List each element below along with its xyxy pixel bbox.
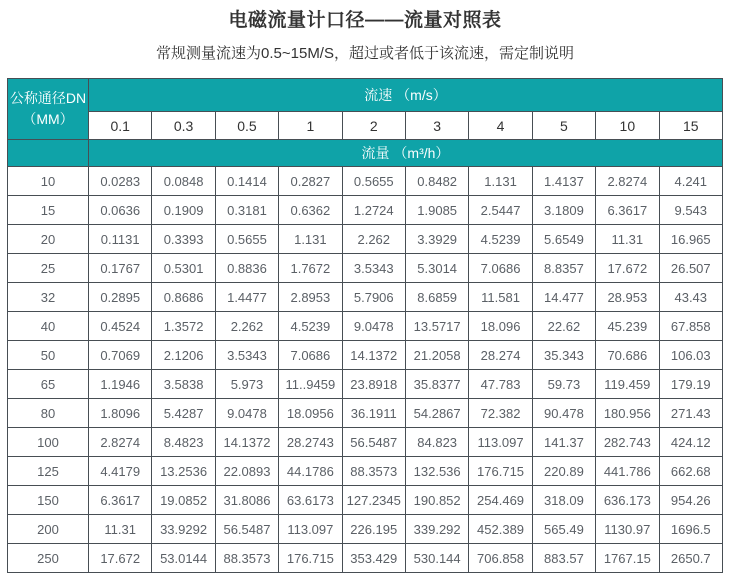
flow-value-cell: 132.536: [405, 457, 468, 486]
table-row: [8, 486, 723, 515]
flow-value-cell: 706.858: [469, 544, 532, 573]
flow-value-cell: 1.131: [469, 167, 532, 196]
flow-value-cell: 2.1206: [152, 341, 215, 370]
dn-value-cell: 15: [8, 196, 89, 225]
flow-value-cell: 22.0893: [215, 457, 278, 486]
flow-value-cell: 14.1372: [342, 341, 405, 370]
flow-value-cell: 662.68: [659, 457, 722, 486]
flow-value-cell: 31.8086: [215, 486, 278, 515]
table-row: [8, 312, 723, 341]
corner-dn-label-line2: （MM）: [22, 111, 74, 127]
flow-value-cell: 5.973: [215, 370, 278, 399]
flow-value-cell: 56.5487: [342, 428, 405, 457]
flow-value-cell: 441.786: [596, 457, 659, 486]
flow-value-cell: 11.31: [89, 515, 152, 544]
flow-value-cell: 9.0478: [342, 312, 405, 341]
flow-value-cell: 4.4179: [89, 457, 152, 486]
flow-value-cell: 54.2867: [405, 399, 468, 428]
flow-value-cell: 0.4524: [89, 312, 152, 341]
flow-value-cell: 424.12: [659, 428, 722, 457]
table-row: [8, 167, 723, 196]
speed-header-cell: 10: [596, 112, 659, 140]
table-row: [8, 254, 723, 283]
speed-header-cell: 0.5: [215, 112, 278, 140]
speed-header-cell: 15: [659, 112, 722, 140]
flow-value-cell: 14.477: [532, 283, 595, 312]
flow-value-cell: 0.3393: [152, 225, 215, 254]
flow-value-cell: 88.3573: [342, 457, 405, 486]
flow-value-cell: 127.2345: [342, 486, 405, 515]
dn-value-cell: 150: [8, 486, 89, 515]
flow-value-cell: 3.1809: [532, 196, 595, 225]
velocity-header-row: [8, 79, 723, 112]
dn-value-cell: 65: [8, 370, 89, 399]
page-title: 电磁流量计口径——流量对照表: [228, 10, 502, 31]
dn-value-cell: 80: [8, 399, 89, 428]
flow-value-cell: 119.459: [596, 370, 659, 399]
flow-value-cell: 106.03: [659, 341, 722, 370]
velocity-unit-label: 流速 （m/s）: [89, 79, 723, 112]
flow-value-cell: 5.4287: [152, 399, 215, 428]
flow-value-cell: 0.5655: [215, 225, 278, 254]
dn-value-cell: 40: [8, 312, 89, 341]
flow-value-cell: 226.195: [342, 515, 405, 544]
flow-value-cell: 56.5487: [215, 515, 278, 544]
flow-value-cell: 0.0636: [89, 196, 152, 225]
flow-value-cell: 47.783: [469, 370, 532, 399]
flow-value-cell: 113.097: [279, 515, 342, 544]
flow-value-cell: 70.686: [596, 341, 659, 370]
corner-dn-label-line1: 公称通径DN: [9, 90, 87, 106]
flow-value-cell: 271.43: [659, 399, 722, 428]
flow-value-cell: 19.0852: [152, 486, 215, 515]
flow-value-cell: 530.144: [405, 544, 468, 573]
flow-value-cell: 0.5301: [152, 254, 215, 283]
flow-table-body: [8, 167, 723, 573]
speed-header-cell: 1: [279, 112, 342, 140]
flow-value-cell: 45.239: [596, 312, 659, 341]
flow-value-cell: 1.131: [279, 225, 342, 254]
flow-value-cell: 1696.5: [659, 515, 722, 544]
flow-value-cell: 452.389: [469, 515, 532, 544]
page-subtitle: 常规测量流速为0.5~15M/S，超过或者低于该流速，需定制说明: [156, 45, 574, 62]
flow-value-cell: 53.0144: [152, 544, 215, 573]
flow-value-cell: 1130.97: [596, 515, 659, 544]
flow-value-cell: 88.3573: [215, 544, 278, 573]
dn-value-cell: 10: [8, 167, 89, 196]
flow-value-cell: 9.0478: [215, 399, 278, 428]
flow-value-cell: 0.8836: [215, 254, 278, 283]
flow-value-cell: 0.8686: [152, 283, 215, 312]
flow-value-cell: 18.0956: [279, 399, 342, 428]
flow-value-cell: 21.2058: [405, 341, 468, 370]
flow-value-cell: 220.89: [532, 457, 595, 486]
dn-value-cell: 200: [8, 515, 89, 544]
flow-value-cell: 16.965: [659, 225, 722, 254]
flow-value-cell: 353.429: [342, 544, 405, 573]
table-row: [8, 283, 723, 312]
flow-value-cell: 35.343: [532, 341, 595, 370]
flow-value-cell: 63.6173: [279, 486, 342, 515]
flow-value-cell: 84.823: [405, 428, 468, 457]
flow-value-cell: 11.581: [469, 283, 532, 312]
flow-value-cell: 4.5239: [469, 225, 532, 254]
flow-value-cell: 3.5838: [152, 370, 215, 399]
dn-value-cell: 25: [8, 254, 89, 283]
flow-value-cell: 36.1911: [342, 399, 405, 428]
flow-value-cell: 59.73: [532, 370, 595, 399]
flow-value-cell: 1767.15: [596, 544, 659, 573]
dn-value-cell: 50: [8, 341, 89, 370]
flow-value-cell: 0.2895: [89, 283, 152, 312]
flow-value-cell: 3.3929: [405, 225, 468, 254]
speed-header-cell: 4: [469, 112, 532, 140]
flow-value-cell: 339.292: [405, 515, 468, 544]
table-row: [8, 399, 723, 428]
flow-value-cell: 4.5239: [279, 312, 342, 341]
flow-value-cell: 0.0848: [152, 167, 215, 196]
speed-header-cell: 5: [532, 112, 595, 140]
flow-value-cell: 0.2827: [279, 167, 342, 196]
flow-value-cell: 6.3617: [89, 486, 152, 515]
flow-value-cell: 1.1946: [89, 370, 152, 399]
speed-header-cell: 0.3: [152, 112, 215, 140]
flow-value-cell: 28.2743: [279, 428, 342, 457]
table-row: [8, 225, 723, 254]
flow-value-cell: 1.9085: [405, 196, 468, 225]
speed-header-row: [8, 112, 723, 140]
flow-value-cell: 5.7906: [342, 283, 405, 312]
dn-value-cell: 125: [8, 457, 89, 486]
flow-value-cell: 883.57: [532, 544, 595, 573]
flow-value-cell: 2.8953: [279, 283, 342, 312]
flow-value-cell: 43.43: [659, 283, 722, 312]
corner-dn-label: [8, 79, 89, 140]
flow-value-cell: 176.715: [279, 544, 342, 573]
flow-value-cell: 6.3617: [596, 196, 659, 225]
speed-header-cell: 2: [342, 112, 405, 140]
table-row: [8, 515, 723, 544]
flow-value-cell: 565.49: [532, 515, 595, 544]
dn-value-cell: 250: [8, 544, 89, 573]
flow-value-cell: 0.8482: [405, 167, 468, 196]
flow-value-cell: 7.0686: [469, 254, 532, 283]
flow-value-cell: 2.5447: [469, 196, 532, 225]
table-row: [8, 428, 723, 457]
flow-value-cell: 11.31: [596, 225, 659, 254]
flow-value-cell: 1.7672: [279, 254, 342, 283]
flow-value-cell: 35.8377: [405, 370, 468, 399]
flow-value-cell: 28.274: [469, 341, 532, 370]
flow-value-cell: 67.858: [659, 312, 722, 341]
flow-value-cell: 636.173: [596, 486, 659, 515]
flow-header-spacer-cell: [8, 140, 89, 167]
flow-value-cell: 141.37: [532, 428, 595, 457]
speed-header-cell: 0.1: [89, 112, 152, 140]
flow-value-cell: 7.0686: [279, 341, 342, 370]
table-row: [8, 341, 723, 370]
flow-value-cell: 2.262: [342, 225, 405, 254]
flow-value-cell: 2.8274: [89, 428, 152, 457]
flow-value-cell: 4.241: [659, 167, 722, 196]
flow-value-cell: 176.715: [469, 457, 532, 486]
flow-header-row: [8, 140, 723, 167]
flow-value-cell: 14.1372: [215, 428, 278, 457]
table-row: [8, 457, 723, 486]
flow-value-cell: 180.956: [596, 399, 659, 428]
flow-value-cell: 0.1767: [89, 254, 152, 283]
flow-value-cell: 2.8274: [596, 167, 659, 196]
flow-value-cell: 5.3014: [405, 254, 468, 283]
flow-value-cell: 13.5717: [405, 312, 468, 341]
flow-value-cell: 0.5655: [342, 167, 405, 196]
flow-value-cell: 190.852: [405, 486, 468, 515]
flow-value-cell: 0.7069: [89, 341, 152, 370]
flow-value-cell: 254.469: [469, 486, 532, 515]
flow-value-cell: 22.62: [532, 312, 595, 341]
flow-value-cell: 0.1131: [89, 225, 152, 254]
flow-value-cell: 9.543: [659, 196, 722, 225]
dn-value-cell: 20: [8, 225, 89, 254]
flow-value-cell: 8.8357: [532, 254, 595, 283]
table-row: [8, 544, 723, 573]
flow-value-cell: 0.1414: [215, 167, 278, 196]
flow-value-cell: 23.8918: [342, 370, 405, 399]
flow-value-cell: 113.097: [469, 428, 532, 457]
flow-value-cell: 13.2536: [152, 457, 215, 486]
flow-value-cell: 2.262: [215, 312, 278, 341]
flow-value-cell: 3.5343: [215, 341, 278, 370]
flow-value-cell: 1.2724: [342, 196, 405, 225]
flow-unit-label: 流量 （m³/h）: [89, 140, 723, 167]
flow-value-cell: 3.5343: [342, 254, 405, 283]
flow-value-cell: 8.6859: [405, 283, 468, 312]
flow-value-cell: 179.19: [659, 370, 722, 399]
flow-value-cell: 954.26: [659, 486, 722, 515]
flow-comparison-table: [7, 78, 723, 573]
flow-value-cell: 8.4823: [152, 428, 215, 457]
flow-value-cell: 28.953: [596, 283, 659, 312]
flow-value-cell: 0.6362: [279, 196, 342, 225]
flow-value-cell: 0.3181: [215, 196, 278, 225]
flow-value-cell: 318.09: [532, 486, 595, 515]
flow-value-cell: 26.507: [659, 254, 722, 283]
flow-value-cell: 5.6549: [532, 225, 595, 254]
flow-value-cell: 11..9459: [279, 370, 342, 399]
table-row: [8, 196, 723, 225]
flow-value-cell: 0.1909: [152, 196, 215, 225]
flow-value-cell: 33.9292: [152, 515, 215, 544]
flow-value-cell: 1.4137: [532, 167, 595, 196]
flow-value-cell: 72.382: [469, 399, 532, 428]
speed-header-cell: 3: [405, 112, 468, 140]
flow-value-cell: 282.743: [596, 428, 659, 457]
flow-value-cell: 1.3572: [152, 312, 215, 341]
flow-value-cell: 1.8096: [89, 399, 152, 428]
flow-value-cell: 17.672: [89, 544, 152, 573]
flow-value-cell: 1.4477: [215, 283, 278, 312]
flow-value-cell: 2650.7: [659, 544, 722, 573]
dn-value-cell: 32: [8, 283, 89, 312]
table-row: [8, 370, 723, 399]
flow-value-cell: 44.1786: [279, 457, 342, 486]
flow-value-cell: 18.096: [469, 312, 532, 341]
flow-value-cell: 90.478: [532, 399, 595, 428]
dn-value-cell: 100: [8, 428, 89, 457]
flow-value-cell: 17.672: [596, 254, 659, 283]
flow-value-cell: 0.0283: [89, 167, 152, 196]
